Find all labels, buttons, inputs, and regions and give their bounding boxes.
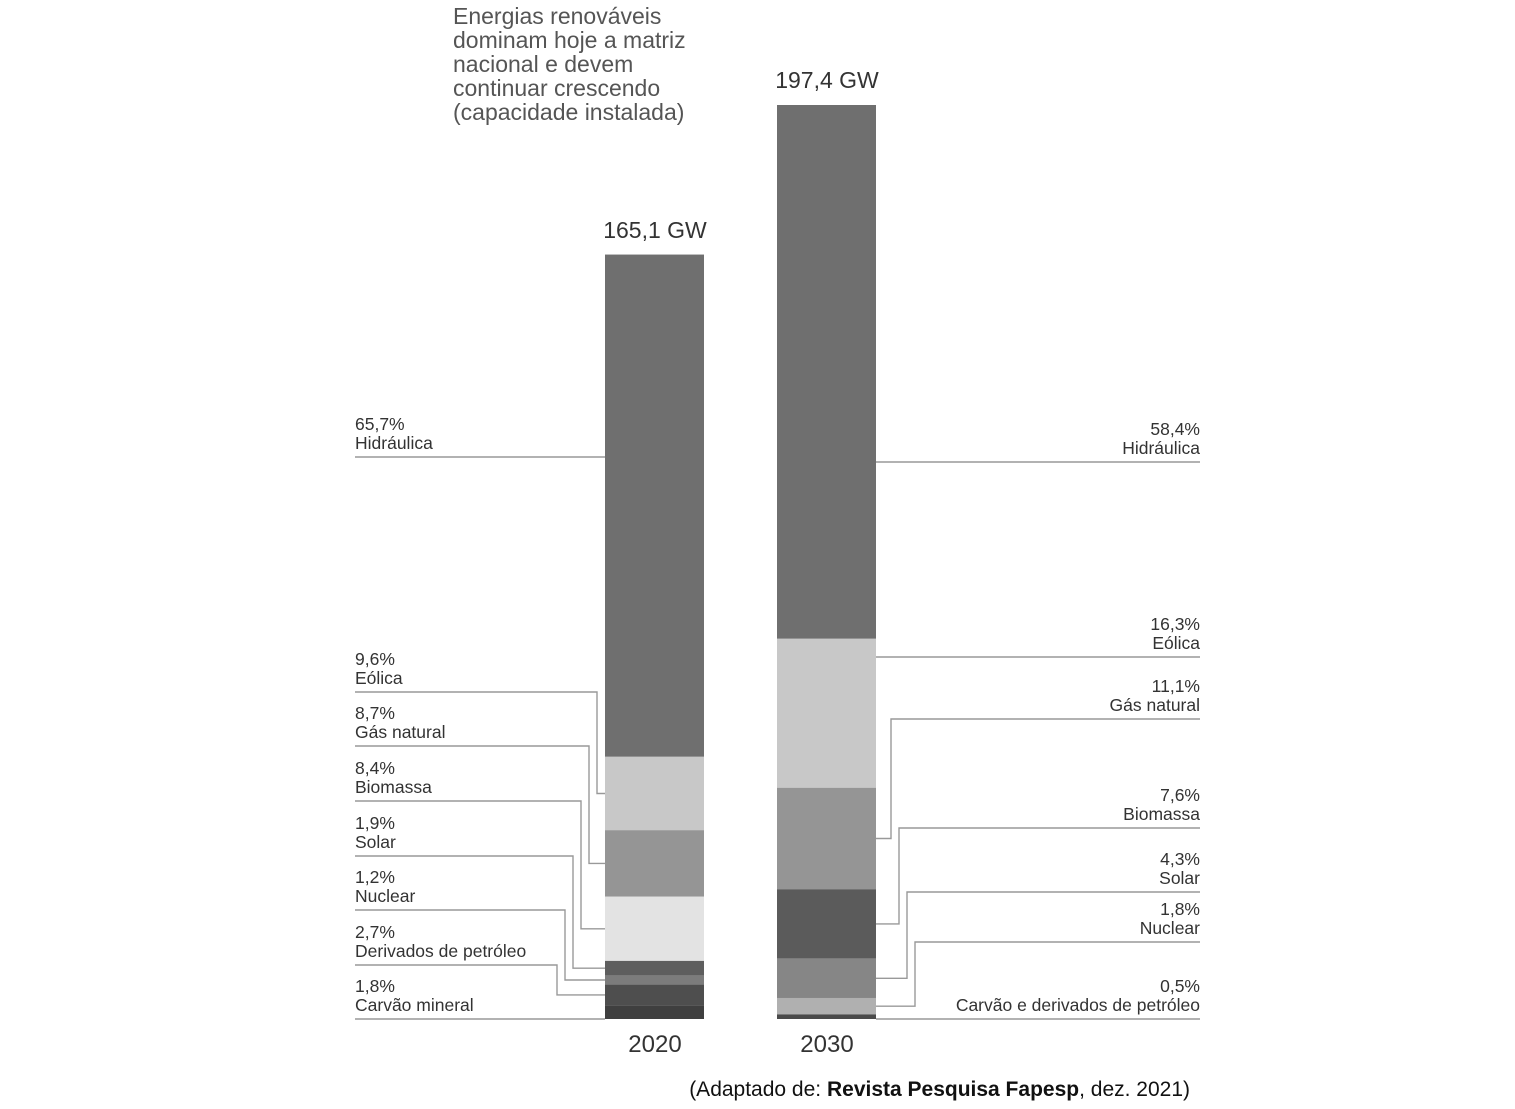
- segment-name-label-2020-5: Solar: [355, 832, 396, 852]
- chart-title-line-5: (capacidade instalada): [453, 99, 685, 125]
- total-label-2020: 165,1 GW: [603, 217, 707, 243]
- bar-segment-2030-6: [777, 998, 876, 1014]
- segment-name-label-2020-3: Gás natural: [355, 722, 446, 742]
- bar-segment-2030-4: [777, 889, 876, 958]
- bar-2030: [777, 105, 876, 1019]
- bar-segment-2030-5: [777, 959, 876, 998]
- bar-segment-2020-4: [605, 897, 704, 961]
- segment-name-label-2020-6: Nuclear: [355, 886, 416, 906]
- source-prefix: (Adaptado de:: [689, 1078, 827, 1101]
- segment-name-label-2020-4: Biomassa: [355, 777, 432, 797]
- segment-name-label-2030-2: Eólica: [1152, 633, 1200, 653]
- bar-segment-2020-1: [605, 255, 704, 757]
- segment-value-label-2030-4: 7,6%: [1160, 785, 1200, 805]
- segment-value-label-2020-3: 8,7%: [355, 703, 395, 723]
- segment-name-label-2020-8: Carvão mineral: [355, 995, 474, 1015]
- segment-value-label-2030-3: 11,1%: [1151, 676, 1200, 696]
- bar-segment-2020-2: [605, 757, 704, 830]
- chart-title-line-3: nacional e devem: [453, 51, 634, 77]
- chart-title-line-2: dominam hoje a matriz: [453, 27, 686, 53]
- chart-title-line-1: Energias renováveis: [453, 3, 662, 29]
- x-tick-2030: 2030: [800, 1031, 854, 1058]
- bar-segment-2030-7: [777, 1014, 876, 1019]
- labels-2030: [876, 419, 1200, 1019]
- bar-segment-2020-8: [605, 1005, 704, 1019]
- segment-value-label-2030-6: 1,8%: [1160, 899, 1200, 919]
- segment-value-label-2020-8: 1,8%: [355, 976, 395, 996]
- segment-value-label-2030-7: 0,5%: [1160, 976, 1200, 996]
- labels-2020: [355, 414, 605, 1019]
- segment-value-label-2020-2: 9,6%: [355, 649, 395, 669]
- segment-value-label-2020-1: 65,7%: [355, 414, 405, 434]
- segment-value-label-2020-6: 1,2%: [355, 867, 395, 887]
- source-credit: [689, 1078, 1190, 1101]
- leader-line-2030-4: [876, 828, 1200, 924]
- segment-value-label-2020-4: 8,4%: [355, 758, 395, 778]
- segment-name-label-2020-7: Derivados de petróleo: [355, 941, 527, 961]
- segment-value-label-2030-5: 4,3%: [1160, 849, 1200, 869]
- bar-segment-2020-3: [605, 830, 704, 897]
- bar-segment-2020-5: [605, 961, 704, 976]
- segment-name-label-2020-2: Eólica: [355, 668, 403, 688]
- segment-value-label-2020-7: 2,7%: [355, 922, 395, 942]
- segment-name-label-2030-1: Hidráulica: [1122, 438, 1200, 458]
- bar-segment-2030-1: [777, 105, 876, 639]
- chart-title-line-4: continuar crescendo: [453, 75, 661, 101]
- total-label-2030: 197,4 GW: [775, 67, 879, 93]
- segment-name-label-2030-7: Carvão e derivados de petróleo: [955, 995, 1200, 1015]
- segment-name-label-2020-1: Hidráulica: [355, 433, 433, 453]
- source-suffix: , dez. 2021): [1079, 1078, 1190, 1101]
- segment-name-label-2030-3: Gás natural: [1109, 695, 1200, 715]
- bar-segment-2030-2: [777, 639, 876, 788]
- segment-name-label-2030-5: Solar: [1159, 868, 1200, 888]
- segment-value-label-2020-5: 1,9%: [355, 813, 395, 833]
- chart-title: [453, 3, 686, 125]
- bar-2020: [605, 255, 704, 1019]
- bar-segment-2020-7: [605, 985, 704, 1006]
- source-publication: Revista Pesquisa Fapesp: [826, 1078, 1080, 1101]
- segment-value-label-2030-1: 58,4%: [1150, 419, 1200, 439]
- bar-segment-2020-6: [605, 975, 704, 984]
- segment-name-label-2030-4: Biomassa: [1123, 804, 1200, 824]
- segment-value-label-2030-2: 16,3%: [1150, 614, 1200, 634]
- bar-segment-2030-3: [777, 788, 876, 889]
- segment-name-label-2030-6: Nuclear: [1139, 918, 1200, 938]
- x-tick-2020: 2020: [628, 1031, 682, 1058]
